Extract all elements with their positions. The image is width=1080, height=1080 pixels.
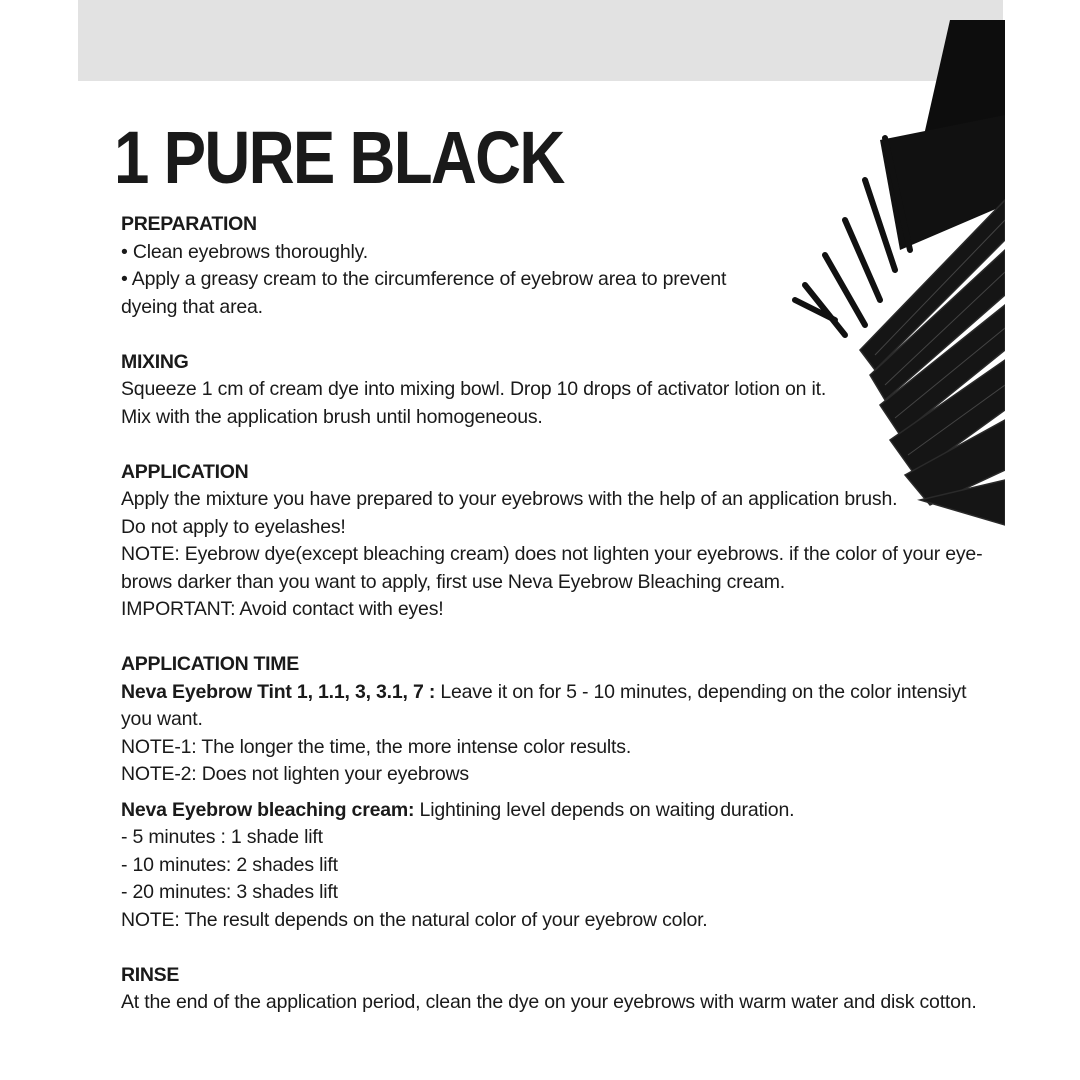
section-rinse bbox=[121, 962, 981, 1017]
application-line: Apply the mixture you have prepared to your eyebrows with the help of an application brush. bbox=[121, 488, 898, 510]
heading-application-time: APPLICATION TIME bbox=[121, 653, 299, 675]
heading-application: APPLICATION bbox=[121, 460, 249, 483]
section-application bbox=[121, 459, 981, 624]
mixing-line: Squeeze 1 cm of cream dye into mixing bowl. Drop 10 drops of activator lotion on it. bbox=[121, 378, 827, 400]
bleach-note: NOTE: The result depends on the natural color of your eyebrow color. bbox=[121, 908, 708, 931]
heading-rinse: RINSE bbox=[121, 963, 180, 986]
page-title: 1 PURE BLACK bbox=[114, 116, 564, 199]
mixing-line: Mix with the application brush until homogeneous. bbox=[121, 405, 543, 428]
preparation-line: dyeing that area. bbox=[121, 295, 263, 318]
note-line: NOTE-2: Does not lighten your eyebrows bbox=[121, 763, 469, 785]
bleach-label: Neva Eyebrow bleaching cream: bbox=[121, 798, 415, 821]
preparation-line: • Clean eyebrows thoroughly. bbox=[121, 240, 368, 263]
application-line: IMPORTANT: Avoid contact with eyes! bbox=[121, 598, 444, 620]
section-application-time bbox=[121, 651, 981, 789]
rinse-line: At the end of the application period, clean the dye on your eyebrows with warm water and disk cotton. bbox=[121, 991, 977, 1013]
section-bleaching bbox=[121, 797, 981, 935]
application-line: NOTE: Eyebrow dye(except bleaching cream) does not lighten your eyebrows. if the color of your eye- bbox=[121, 543, 983, 565]
application-line: brows darker than you want to apply, first use Neva Eyebrow Bleaching cream. bbox=[121, 570, 786, 593]
tint-line-2: you want. bbox=[121, 708, 203, 730]
bleach-step: - 5 minutes : 1 shade lift bbox=[121, 826, 323, 848]
heading-mixing: MIXING bbox=[121, 350, 189, 373]
section-mixing bbox=[121, 349, 981, 432]
application-line: Do not apply to eyelashes! bbox=[121, 515, 346, 538]
preparation-line: • Apply a greasy cream to the circumference of eyebrow area to prevent bbox=[121, 268, 727, 290]
bleach-text: Lightining level depends on waiting duration. bbox=[414, 798, 795, 821]
note-line: NOTE-1: The longer the time, the more intense color results. bbox=[121, 735, 632, 758]
bleach-step: - 10 minutes: 2 shades lift bbox=[121, 853, 338, 876]
bleach-step: - 20 minutes: 3 shades lift bbox=[121, 881, 338, 903]
tint-text: Leave it on for 5 - 10 minutes, depending on the color intensiyt bbox=[435, 680, 967, 703]
heading-preparation: PREPARATION bbox=[121, 213, 257, 235]
instructions bbox=[121, 211, 981, 1044]
tint-label: Neva Eyebrow Tint 1, 1.1, 3, 3.1, 7 : bbox=[121, 680, 436, 703]
bleach-line bbox=[121, 797, 981, 825]
tint-line bbox=[121, 679, 981, 707]
section-preparation bbox=[121, 211, 981, 321]
